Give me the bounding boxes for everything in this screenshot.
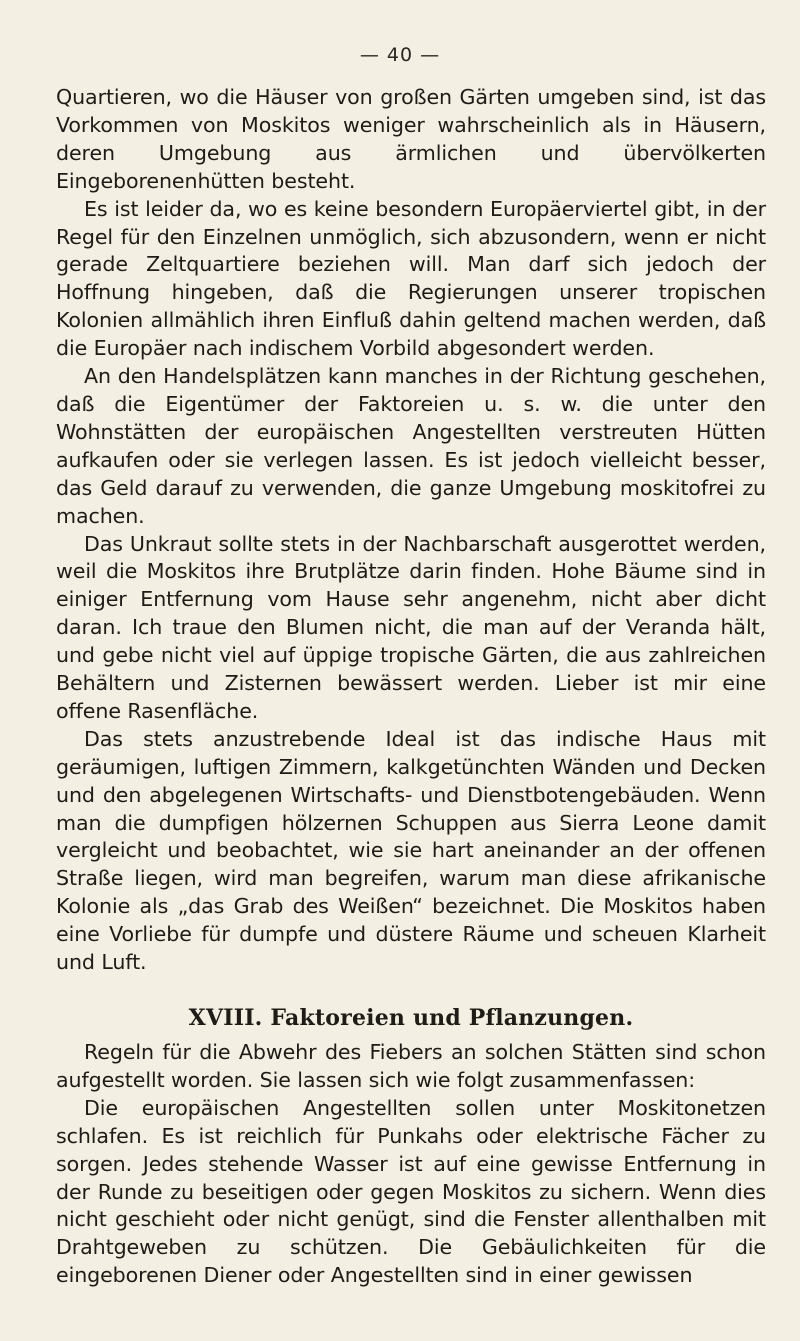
paragraph-continuation: Quartieren, wo die Häuser von großen Gärten umgeben sind, ist das Vorkommen von Moskitos weniger wahrscheinlich als in Häusern, deren Umgebung aus ärmlichen und übervölkerten Eingeborenenhütten besteht. bbox=[56, 85, 766, 193]
section-heading: XVIII. Faktoreien und Pflanzungen. bbox=[188, 1005, 634, 1031]
paragraph-moskitonetze: Die europäischen Angestellten sollen unter Moskitonetzen schlafen. Es ist reichlich für Punkahs oder elektrische Fächer zu sorgen. Jedes stehende Wasser ist auf eine gewisse Entfernung in der Runde zu beseitigen oder gegen Moskitos zu sichern. Wenn dies nicht geschieht oder nicht genügt, sind die Fenster allenthalben mit Drahtgeweben zu schützen. Die Gebäulichkeiten für die eingeborenen Diener oder Angestellten sind in einer gewissen bbox=[56, 1095, 766, 1288]
paragraph-unkraut: Das Unkraut sollte stets in der Nachbarschaft ausgerottet werden, weil die Moskitos ihre Brutplätze darin finden. Hohe Bäume sind in einiger Entfernung vom Hause sehr angenehm, nicht aber dicht daran. Ich traue den Blumen nicht, die man auf der Veranda hält, und gebe nicht viel auf üppige tropische Gärten, die aus zahlreichen Behältern und Zisternen bewässert werden. Lieber ist mir eine offene Rasenfläche. bbox=[56, 531, 766, 723]
paragraph-handelsplaetze: An den Handelsplätzen kann manches in der Richtung geschehen, daß die Eigentümer der Faktoreien u. s. w. die unter den Wohnstätten der europäischen Angestellten verstreuten Hütten aufkaufen oder sie verlegen lassen. Es ist jedoch vielleicht besser, das Geld darauf zu verwenden, die ganze Umgebung moskitofrei zu machen. bbox=[56, 364, 766, 528]
paragraph-europaeerviertel: Es ist leider da, wo es keine besondern Europäerviertel gibt, in der Regel für den Einzelnen unmöglich, sich abzusondern, wenn er nicht gerade Zeltquartiere beziehen will. Man darf sich jedoch der Hoffnung hingeben, daß die Regierungen unserer tropischen Kolonien allmählich ihren Einfluß dahin geltend machen werden, daß die Europäer nach indischem Vorbild abgesondert werden. bbox=[56, 196, 766, 361]
paragraph-regeln: Regeln für die Abwehr des Fiebers an solchen Stätten sind schon aufgestellt worden. Sie lassen sich wie folgt zusammenfassen: bbox=[56, 1040, 766, 1092]
page-number: — 40 — bbox=[359, 44, 441, 66]
page-body bbox=[56, 84, 766, 1290]
paragraph-ideal-haus: Das stets anzustrebende Ideal ist das indische Haus mit geräumigen, luftigen Zimmern, kalkgetünchten Wänden und Decken und den abgelegenen Wirtschafts- und Dienstbotengebäuden. Wenn man die dumpfigen hölzernen Schuppen aus Sierra Leone damit vergleicht und beobachtet, wie sie hart aneinander an der offenen Straße liegen, wird man begreifen, warum man diese afrikanische Kolonie als „das Grab des Weißen“ bezeichnet. Die Moskitos haben eine Vorliebe für dumpfe und düstere Räume und scheuen Klarheit und Luft. bbox=[56, 726, 766, 975]
